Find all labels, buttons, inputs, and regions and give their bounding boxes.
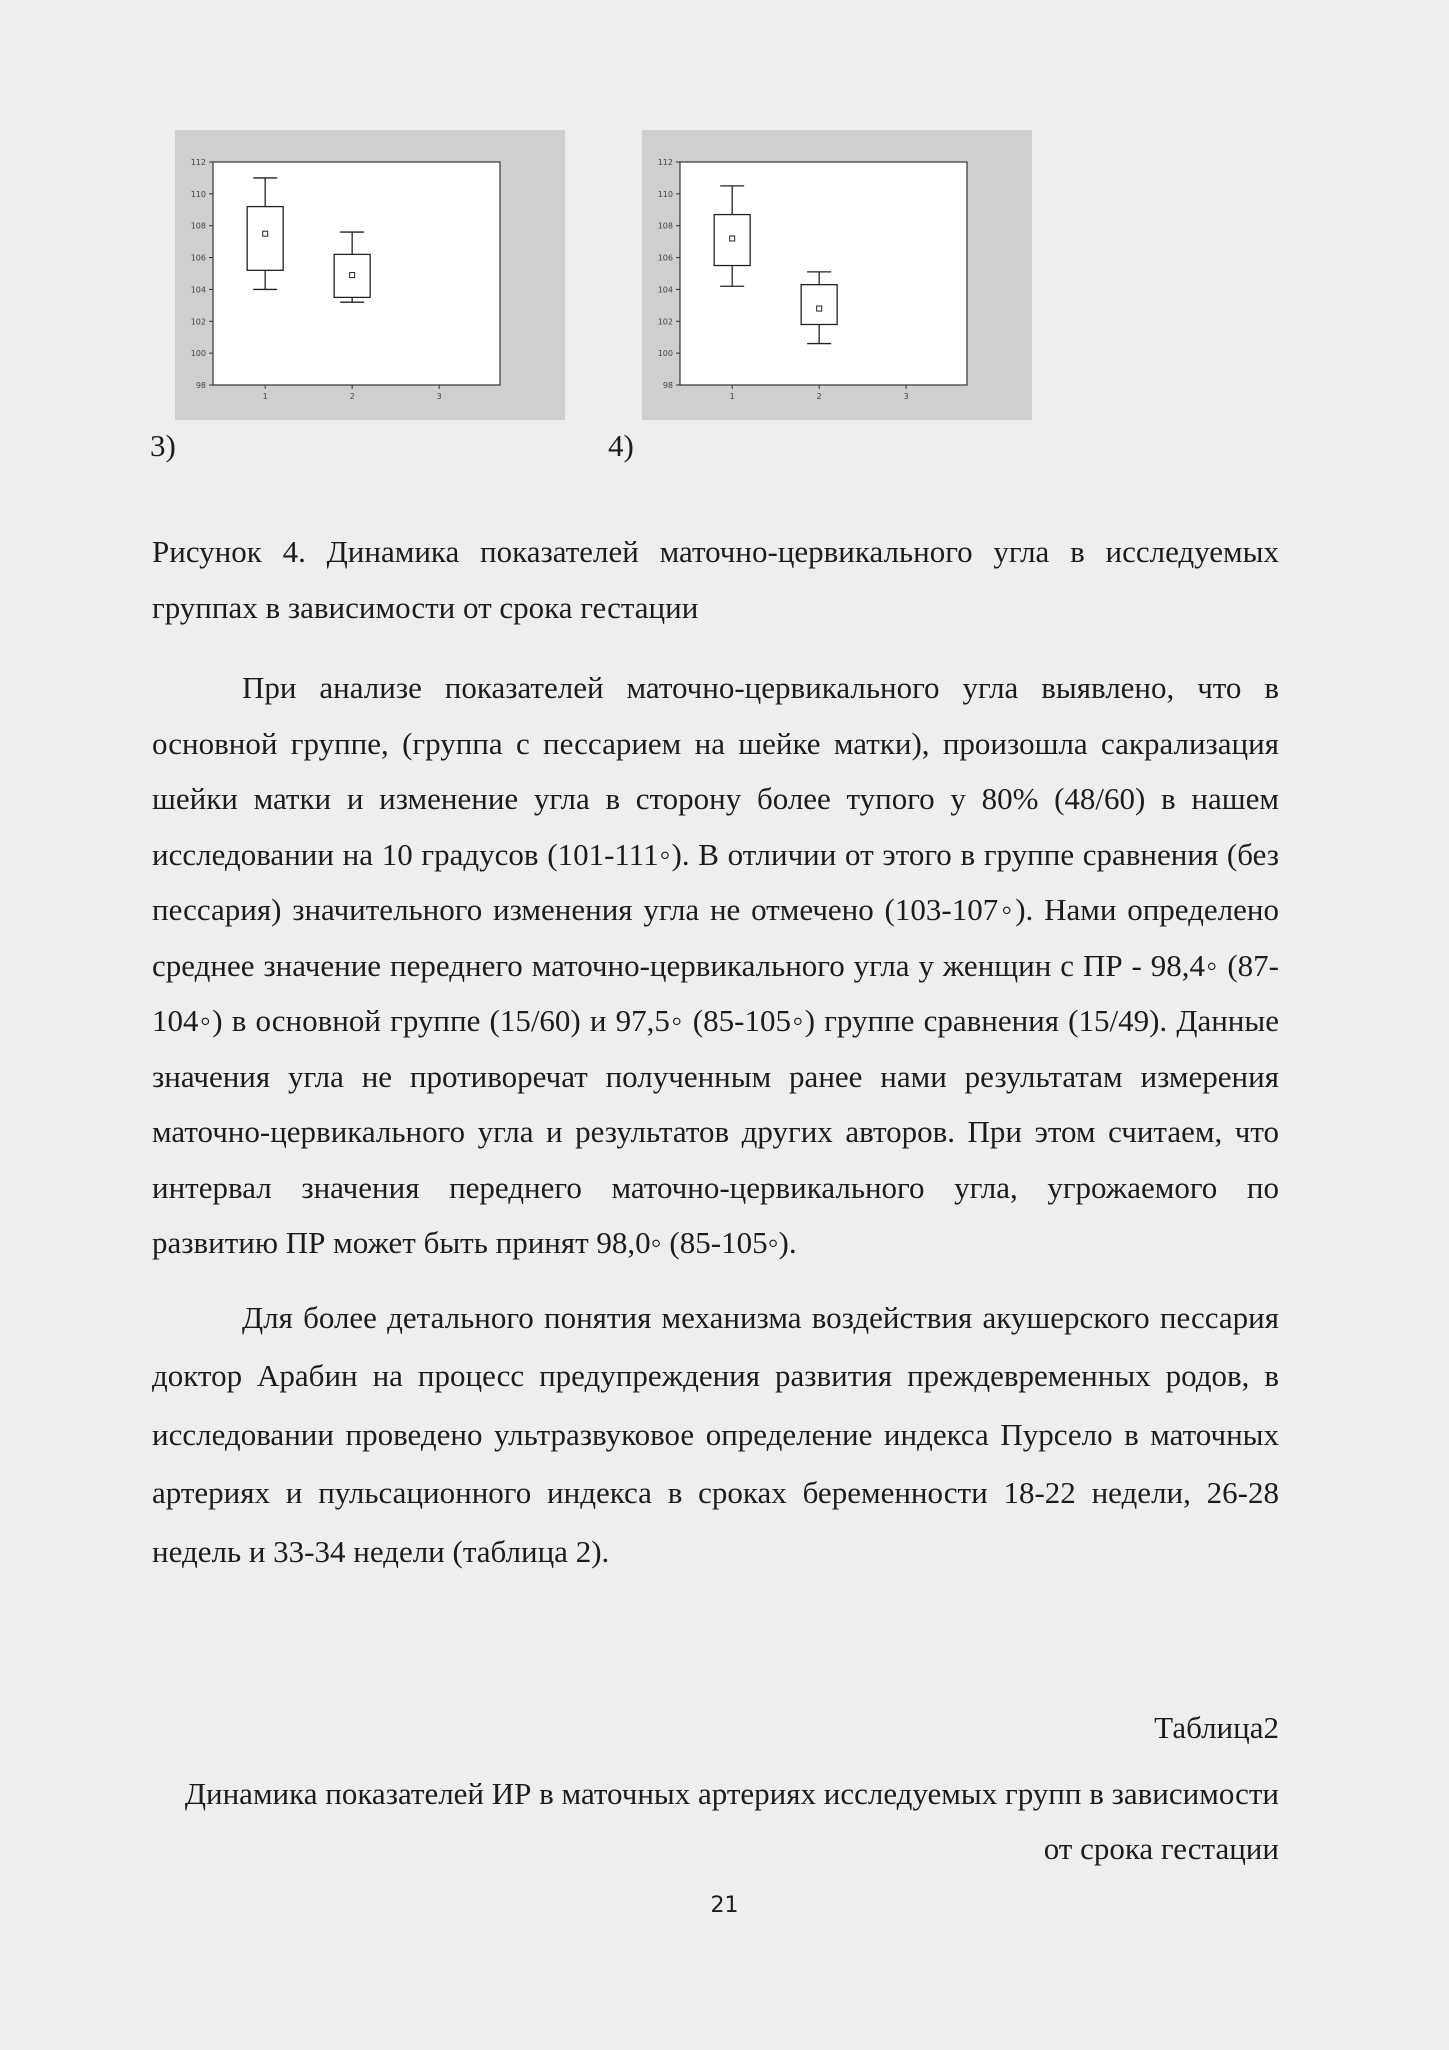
plot4-mean-marker — [817, 306, 822, 311]
plot3-ytick-label: 100 — [190, 349, 206, 359]
plot3-mean-marker — [263, 231, 268, 236]
table-label: Таблица2 — [1154, 1710, 1279, 1745]
plot4-ytick-label: 104 — [657, 285, 673, 295]
plot4-ytick-label: 108 — [657, 221, 673, 231]
plot3-ytick-label: 98 — [195, 381, 206, 390]
plot4-plot-area — [680, 162, 967, 385]
body-text — [152, 660, 1279, 1581]
plot4-ytick-label: 100 — [657, 349, 673, 359]
plot4-ytick-label: 102 — [657, 317, 673, 327]
panel-label-4: 4) — [608, 428, 634, 463]
plot3-ytick-label: 108 — [190, 221, 206, 231]
page-number: 21 — [710, 1893, 739, 1918]
plot4-ytick-label: 106 — [657, 253, 673, 263]
plot4-ytick-label: 110 — [657, 189, 673, 199]
plot3-ytick-label: 110 — [190, 189, 206, 199]
panel-label-3: 3) — [150, 428, 176, 463]
plot4-xtick-label: 1 — [729, 392, 735, 401]
plot3-plot-area — [213, 162, 500, 385]
plot3-xtick-label: 3 — [436, 392, 442, 401]
box-plot-4-svg — [642, 130, 1032, 420]
table-title: Динамика показателей ИР в маточных артериях исследуемых групп в зависимости от срока гестации — [184, 1776, 1279, 1866]
figure-box-plot-4 — [642, 130, 1032, 420]
plot3-mean-marker — [350, 273, 355, 278]
plot4-ytick-label: 112 — [657, 158, 673, 167]
plot3-ytick-label: 112 — [190, 158, 206, 167]
plot4-ytick-label: 98 — [662, 381, 673, 390]
figure-caption: Рисунок 4. Динамика показателей маточно-цервикального угла в исследуемых группах в зависимости от срока гестации — [152, 534, 1279, 625]
plot4-xtick-label: 3 — [903, 392, 909, 401]
box-plot-3-svg — [175, 130, 565, 420]
paragraph-2: Для более детального понятия механизма воздействия акушерского пессария доктор Арабин на процесс предупреждения развития преждевременных родов, в исследовании проведено ультразвуковое определение индекса Пурсело в маточных артериях и пульсационного индекса в сроках беременности 18-22 недели, 26-28 недель и 33-34 недели (таблица 2). — [152, 1299, 1279, 1569]
plot3-ytick-label: 102 — [190, 317, 206, 327]
plot3-ytick-label: 104 — [190, 285, 206, 295]
paragraph-1: При анализе показателей маточно-цервикального угла выявлено, что в основной группе, (группа с пессарием на шейке матки), произошла сакрализация шейки матки и изменение угла в сторону более тупого у 80% (48/60) в нашем исследовании на 10 градусов (101-111◦). В отличии от этого в группе сравнения (без пессария) значительного изменения угла не отмечено (103-107◦). Нами определено среднее значение переднего маточно-цервикального угла у женщин с ПР - 98,4◦ (87-104◦) в основной группе (15/60) и 97,5◦ (85-105◦) группе сравнения (15/49). Данные значения угла не противоречат полученным ранее нами результатам измерения маточно-цервикального угла и результатов других авторов. При этом считаем, что интервал значения переднего маточно-цервикального угла, угрожаемого по развитию ПР может быть принят 98,0◦ (85-105◦). — [152, 670, 1279, 1260]
plot4-mean-marker — [730, 236, 735, 241]
figure-box-plot-3 — [175, 130, 565, 420]
plot3-ytick-label: 106 — [190, 253, 206, 263]
plot3-xtick-label: 2 — [349, 392, 355, 401]
plot4-xtick-label: 2 — [816, 392, 822, 401]
plot3-xtick-label: 1 — [262, 392, 268, 401]
